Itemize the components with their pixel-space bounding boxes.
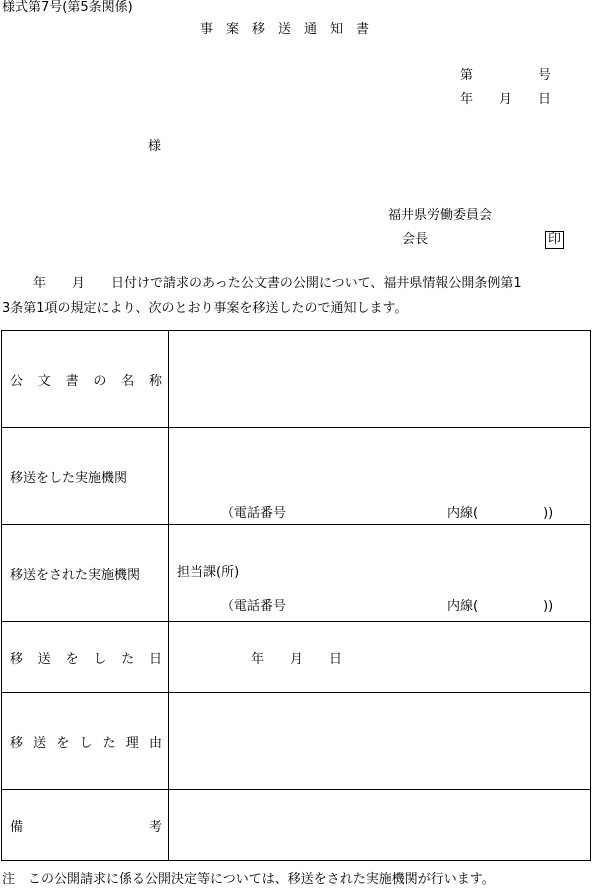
contact-section-label: 担当課(所) xyxy=(177,565,240,580)
label-cell xyxy=(2,693,169,790)
document-name-label: 公 文 書 の 名 称 xyxy=(10,373,162,389)
transferring-agency-label: 移送をした実施機関 xyxy=(10,470,128,486)
table-row xyxy=(2,428,591,525)
table-row xyxy=(2,693,591,790)
document-title: 事 案 移 送 通 知 書 xyxy=(200,22,370,37)
body-text-line-2: 3条第1項の規定により、次のとおり事案を移送したので通知します。 xyxy=(2,301,408,316)
date-placeholder: 年 月 日 xyxy=(251,652,343,667)
phone-label: （電話番号 xyxy=(221,599,287,614)
extension-label: 内線( )) xyxy=(447,506,554,521)
sender-organization: 福井県労働委員会 xyxy=(388,208,493,223)
extension-label: 内線( )) xyxy=(447,599,554,614)
document-date-line: 年 月 日 xyxy=(460,92,552,107)
document-name-field[interactable] xyxy=(169,331,591,428)
label-cell xyxy=(2,525,169,622)
label-cell xyxy=(2,622,169,693)
transfer-reason-label: 移 送 を し た 理 由 xyxy=(10,735,162,751)
transfer-reason-field[interactable] xyxy=(169,693,591,790)
body-text-line-1: 年 月 日付けで請求のあった公文書の公開について、福井県情報公開条例第1 xyxy=(20,276,522,291)
sender-role: 会長 xyxy=(402,232,429,247)
receiving-agency-field[interactable] xyxy=(169,525,591,622)
label-cell xyxy=(2,790,169,861)
addressee-honorific: 様 xyxy=(148,139,162,154)
transfer-date-field[interactable] xyxy=(169,622,591,693)
label-cell xyxy=(2,428,169,525)
table-row xyxy=(2,790,591,861)
label-cell xyxy=(2,331,169,428)
transfer-date-label: 移 送 を し た 日 xyxy=(10,651,162,667)
receiving-agency-label: 移送をされた実施機関 xyxy=(10,567,141,583)
transfer-details-table xyxy=(1,330,591,861)
table-row xyxy=(2,622,591,693)
footnote: 注 この公開請求に係る公開決定等については、移送をされた実施機関が行います。 xyxy=(2,872,495,887)
remarks-field[interactable] xyxy=(169,790,591,861)
document-number-line: 第 号 xyxy=(460,68,552,83)
table-row xyxy=(2,525,591,622)
seal-mark: 印 xyxy=(545,231,564,249)
form-number: 様式第7号(第5条関係) xyxy=(2,0,133,15)
remarks-label: 備 考 xyxy=(10,819,162,835)
phone-label: （電話番号 xyxy=(221,506,287,521)
transferring-agency-field[interactable] xyxy=(169,428,591,525)
table-row xyxy=(2,331,591,428)
